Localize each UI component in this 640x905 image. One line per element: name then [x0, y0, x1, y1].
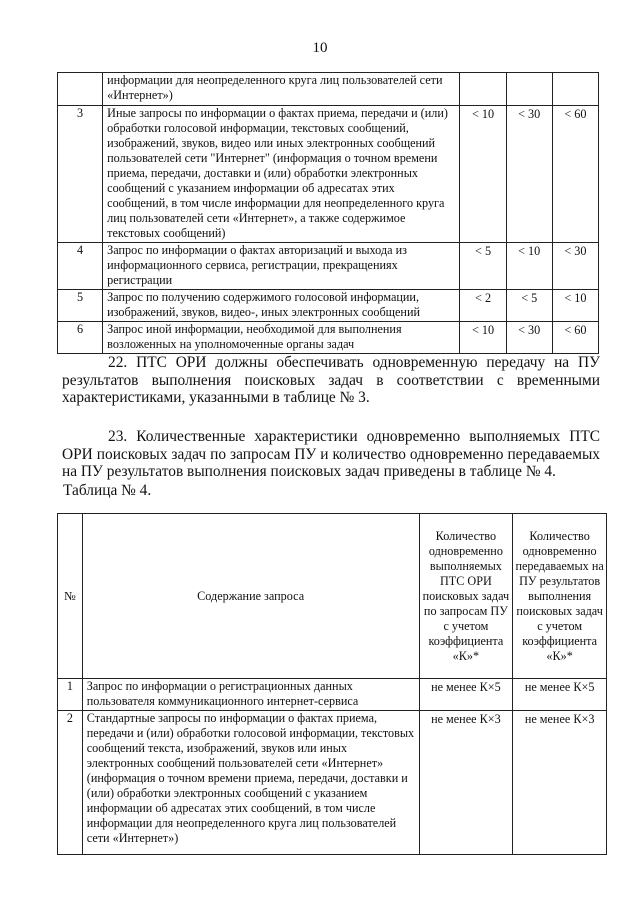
request-text: Запрос по получению содержимого голосовой информации, изображений, звуков, видео-, иных электронных сообщений: [103, 290, 460, 322]
value-1: не менее К×5: [419, 679, 513, 711]
value-1: < 5: [460, 243, 506, 290]
row-number: 6: [58, 322, 103, 354]
header-executed-tasks: Количество одновременно выполняемых ПТС ОРИ поисковых задач по запросам ПУ с учетом коэффициента «К»*: [419, 514, 513, 679]
request-text: информации для неопределенного круга лиц пользователей сети «Интернет»): [103, 73, 460, 106]
header-number: №: [58, 514, 83, 679]
row-number: 3: [58, 106, 103, 243]
page-number: 10: [312, 40, 328, 56]
paragraph-22: [62, 354, 600, 407]
value-1: не менее К×3: [419, 711, 513, 855]
value-2: < 10: [506, 243, 552, 290]
header-content: Содержание запроса: [82, 514, 419, 679]
value-3: [552, 73, 598, 106]
table-3-continuation: [57, 72, 599, 354]
paragraph-22-text: 22. ПТС ОРИ должны обеспечивать одновременную передачу на ПУ результатов выполнения поисковых задач в соответствии с временными характеристиками, указанными в таблице № 3.: [62, 354, 600, 406]
value-1: < 10: [460, 322, 506, 354]
row-number: 1: [58, 679, 83, 711]
value-1: < 2: [460, 290, 506, 322]
row-number: 2: [58, 711, 83, 855]
request-text: Стандартные запросы по информации о фактах приема, передачи и (или) обработки голосовой информации, текстовых сообщений текста, изображений, звуков или иных электронных сообщений пользователей сети «Интернет» (информация о точном времени приема, передачи, доставки и (или) обработки электронных сообщений с указанием информации об адресатах этих сообщений, в том числе информации для неопределенного круга лиц пользователей сети «Интернет»): [82, 711, 419, 855]
table-row: [58, 73, 599, 106]
value-3: < 30: [552, 243, 598, 290]
row-number: 4: [58, 243, 103, 290]
value-2: не менее К×5: [513, 679, 607, 711]
table-4-caption: Таблица № 4.: [63, 482, 152, 499]
table-4: [57, 513, 607, 855]
request-text: Запрос по информации о фактах авторизаций и выхода из информационного сервиса, регистрации, прекращениях регистрации: [103, 243, 460, 290]
request-text: Иные запросы по информации о фактах приема, передачи и (или) обработки голосовой информации, текстовых сообщений, изображений, звуков, видео или иных электронных сообщений пользователей сети "Интернет" (информация о точном времени приема, передачи, доставки и (или) обработки электронных сообщений с указанием информации об адресатах этих сообщений, в том числе информации для неопределенного круга лиц пользователей сети «Интернет», а также содержимое текстовых сообщений): [103, 106, 460, 243]
table-row: [58, 290, 599, 322]
value-2: < 5: [506, 290, 552, 322]
value-3: < 60: [552, 106, 598, 243]
value-1: < 10: [460, 106, 506, 243]
request-text: Запрос иной информации, необходимой для выполнения возложенных на уполномоченные органы задач: [103, 322, 460, 354]
table-row: [58, 243, 599, 290]
request-text: Запрос по информации о регистрационных данных пользователя коммуникационного интернет-сервиса: [82, 679, 419, 711]
table-row: [58, 322, 599, 354]
value-2: не менее К×3: [513, 711, 607, 855]
paragraph-23: [62, 428, 600, 481]
header-transmitted-results: Количество одновременно передаваемых на ПУ результатов выполнения поисковых задач с учетом коэффициента «К»*: [513, 514, 607, 679]
row-number: 5: [58, 290, 103, 322]
table-header-row: [58, 514, 607, 679]
value-3: < 10: [552, 290, 598, 322]
row-number: [58, 73, 103, 106]
table-row: [58, 679, 607, 711]
table-row: [58, 106, 599, 243]
paragraph-23-text: 23. Количественные характеристики одновременно выполняемых ПТС ОРИ поисковых задач по запросам ПУ и количество одновременно передаваемых на ПУ результатов выполнения поисковых задач приведены в таблице № 4.: [62, 428, 600, 480]
table-row: [58, 711, 607, 855]
value-2: [506, 73, 552, 106]
value-2: < 30: [506, 106, 552, 243]
value-2: < 30: [506, 322, 552, 354]
value-3: < 60: [552, 322, 598, 354]
value-1: [460, 73, 506, 106]
